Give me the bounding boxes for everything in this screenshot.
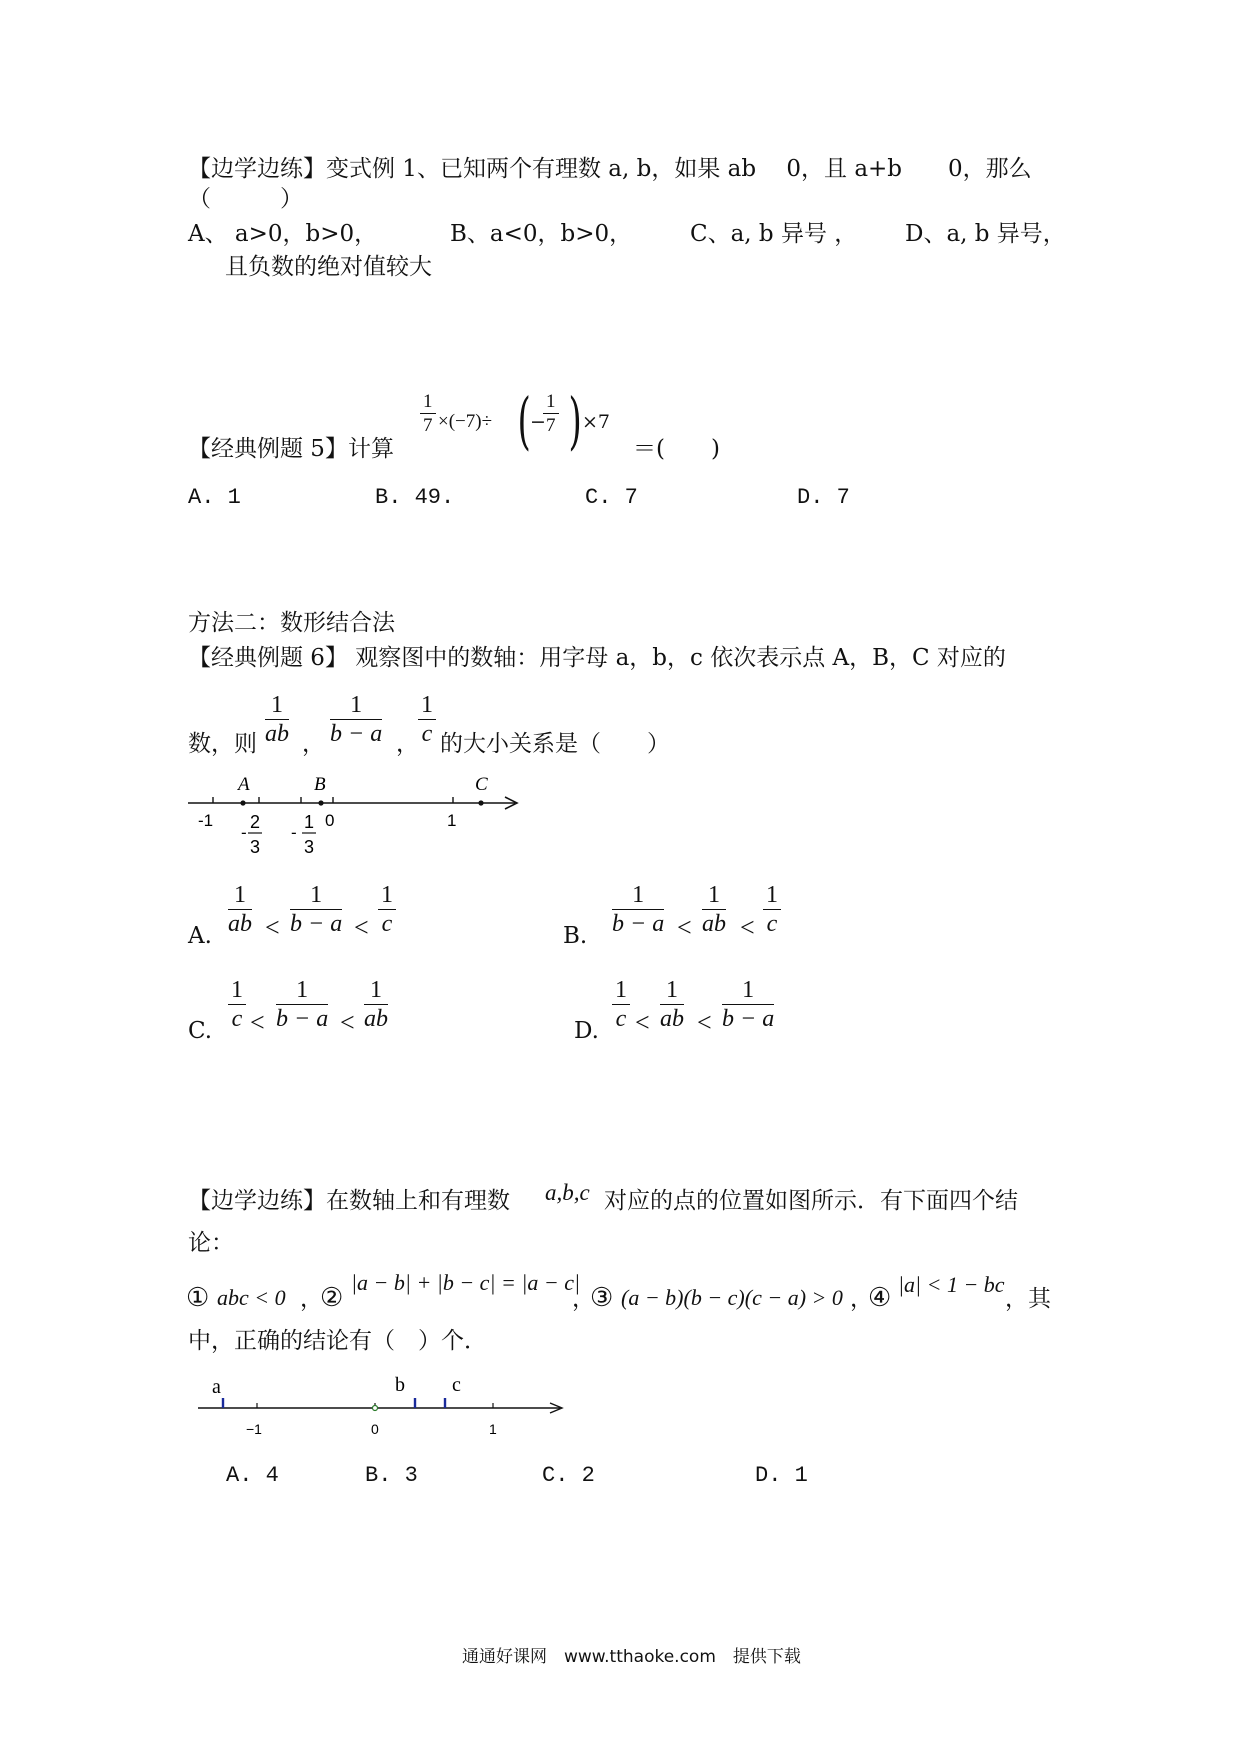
- frac-1-c: $\frac{1}{c}$: [378, 883, 396, 937]
- tick-label-one: 1: [447, 811, 457, 830]
- q5-minus: −: [530, 411, 546, 433]
- comma: ，: [300, 1286, 323, 1312]
- label-b: b: [395, 1374, 405, 1396]
- frac-1-c: $\frac{1}{c}$: [612, 978, 630, 1032]
- q5-right-paren: ): [568, 384, 582, 457]
- less-than: <: [635, 1008, 650, 1037]
- neg13-den: 3: [304, 837, 315, 857]
- q1-option-c: C、a, b 异号 ，: [690, 221, 858, 247]
- frac-1-c: $\frac{1}{c}$: [228, 978, 246, 1032]
- point-c: [478, 800, 483, 805]
- less-than: <: [265, 913, 280, 942]
- q1-option-b: B、a<0，b>0，: [450, 221, 633, 247]
- point-a: [240, 800, 245, 805]
- q7-stem-line4: 中，正确的结论有（ ）个．: [188, 1328, 487, 1354]
- label-c: c: [452, 1374, 461, 1396]
- neg23-den: 3: [250, 837, 261, 857]
- q5-suffix: ＝( ): [633, 436, 720, 462]
- q5-mid: ×(−7)÷: [438, 411, 493, 432]
- label-point-a: A: [238, 774, 250, 795]
- label-point-b: B: [314, 774, 326, 795]
- q6-frac-1-ab: $\frac{1}{ab}$: [265, 692, 289, 748]
- circle-1-icon: ①: [186, 1283, 210, 1313]
- q5-fraction-2: $\frac{1}{7}$: [543, 392, 559, 436]
- q6-stem-tail: 的大小关系是（ ）: [440, 731, 670, 757]
- conclusion-3: (a − b)(b − c)(c − a) > 0: [621, 1285, 843, 1310]
- number-line-1: [180, 765, 540, 870]
- frac-1-c: $\frac{1}{c}$: [763, 883, 781, 937]
- neg23-num: 2: [250, 812, 261, 832]
- frac-1-b-minus-a: $\frac{1}{b - a}$: [290, 882, 343, 938]
- page-footer: 通通好课网 www.tthaoke.com 提供下载: [462, 1647, 801, 1667]
- q5-option-a: A. 1: [188, 485, 241, 510]
- q7-stem-line2: 论：: [188, 1230, 234, 1256]
- q6-frac-1-b-minus-a: $\frac{1}{b - a}$: [330, 692, 383, 748]
- frac-1-b-minus-a: $\frac{1}{b - a}$: [722, 977, 775, 1033]
- neg13-num: 1: [304, 812, 315, 832]
- conclusion-1: abc < 0: [217, 1285, 286, 1310]
- comma: ，: [302, 731, 325, 757]
- frac-1-ab: $\frac{1}{ab}$: [364, 977, 388, 1033]
- less-than: <: [354, 913, 369, 942]
- q6-option-d-letter: D.: [574, 1018, 599, 1044]
- less-than: <: [740, 913, 755, 942]
- frac-1-b-minus-a: $\frac{1}{b - a}$: [276, 977, 329, 1033]
- number-line-2: [190, 1370, 570, 1445]
- label-a: a: [212, 1376, 221, 1398]
- q6-frac-1-c: $\frac{1}{c}$: [418, 693, 436, 747]
- conclusion-4: |a| < 1 − bc: [898, 1272, 1005, 1297]
- q1-answer-blank: （ ）: [188, 186, 303, 212]
- neg13-sign: -: [291, 823, 297, 842]
- label-point-c: C: [475, 774, 488, 795]
- less-than: <: [677, 913, 692, 942]
- circle-4-icon: ④: [868, 1283, 892, 1313]
- q5-fraction-1: $\frac{1}{7}$: [420, 392, 436, 436]
- tick-label-minus-1: −1: [246, 1421, 262, 1437]
- less-than: <: [250, 1008, 265, 1037]
- point-b: [318, 800, 323, 805]
- less-than: <: [697, 1008, 712, 1037]
- circle-3-icon: ③: [590, 1283, 614, 1313]
- q7-option-a: A. 4: [226, 1463, 279, 1488]
- frac-1-ab: $\frac{1}{ab}$: [228, 882, 252, 938]
- q7-tail: ，其: [1005, 1286, 1051, 1312]
- q7-option-d: D. 1: [755, 1463, 808, 1488]
- q7-option-c: C. 2: [542, 1463, 595, 1488]
- q6-option-a-letter: A.: [188, 923, 212, 949]
- q5-option-b: B. 49.: [375, 485, 455, 510]
- tick-label-one: 1: [489, 1421, 497, 1437]
- frac-1-ab: $\frac{1}{ab}$: [702, 882, 726, 938]
- q1-option-d: D、a, b 异号，: [905, 221, 1066, 247]
- less-than: <: [340, 1008, 355, 1037]
- q6-option-c-letter: C.: [188, 1018, 213, 1044]
- q1-stem: 【边学边练】变式例 1、已知两个有理数 a, b，如果 ab 0，且 a+b 0，那么: [188, 156, 1032, 182]
- q5-option-d: D. 7: [797, 485, 850, 510]
- q5-left-paren: (: [517, 384, 531, 457]
- q6-option-b-letter: B.: [563, 923, 588, 949]
- q7-stem-b: 对应的点的位置如图所示．有下面四个结: [604, 1188, 1018, 1214]
- circle-2-icon: ②: [320, 1283, 344, 1313]
- tick-label-zero: 0: [371, 1421, 379, 1437]
- neg23-sign: -: [241, 823, 247, 842]
- tick-label-zero: 0: [325, 811, 335, 830]
- q6-stem: 【经典例题 6】 观察图中的数轴：用字母 a，b，c 依次表示点 A，B，C 对应的: [188, 645, 1006, 671]
- frac-1-ab: $\frac{1}{ab}$: [660, 977, 684, 1033]
- q1-option-d-cont: 且负数的绝对值较大: [225, 254, 432, 280]
- q7-abc: a,b,c: [545, 1180, 590, 1205]
- q7-stem-a: 【边学边练】在数轴上和有理数: [188, 1188, 510, 1214]
- frac-1-b-minus-a: $\frac{1}{b - a}$: [612, 882, 665, 938]
- comma: ，: [396, 731, 419, 757]
- q7-option-b: B. 3: [365, 1463, 418, 1488]
- q6-stem-word: 数，则: [188, 731, 257, 757]
- origin-dot: [373, 1406, 378, 1411]
- q5-prefix: 【经典例题 5】计算: [188, 436, 394, 462]
- tick-label-minus-1: -1: [198, 811, 214, 830]
- conclusion-2: |a − b| + |b − c| = |a − c|: [351, 1270, 581, 1295]
- method2-title: 方法二：数形结合法: [188, 610, 395, 636]
- comma: ，: [572, 1286, 595, 1312]
- q5-tail: ×7: [582, 411, 611, 433]
- q5-option-c: C. 7: [585, 485, 638, 510]
- q1-option-a: A、 a>0，b>0，: [188, 221, 378, 247]
- comma: ，: [850, 1286, 873, 1312]
